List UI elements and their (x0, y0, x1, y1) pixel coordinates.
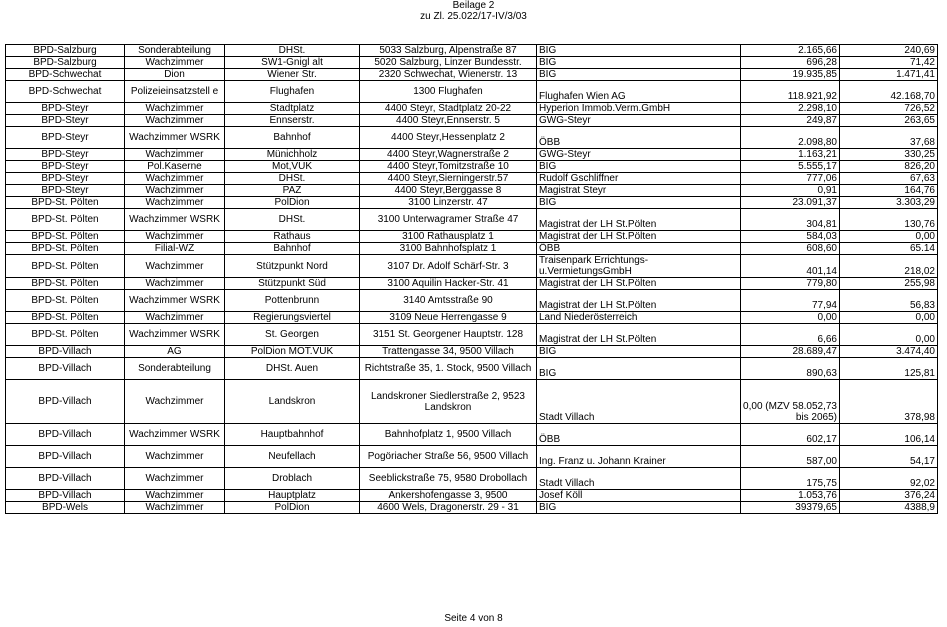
unit-type-cell: Pol.Kaserne (125, 161, 225, 173)
address-cell: Ankershofengasse 3, 9500 (360, 490, 537, 502)
area-cell: 77,94 (741, 290, 840, 312)
address-cell: Trattengasse 34, 9500 Villach (360, 346, 537, 358)
dept-cell: BPD-St. Pölten (6, 312, 125, 324)
location-cell: Wiener Str. (225, 69, 360, 81)
amount-cell: 240,69 (840, 45, 938, 57)
owner-cell: Magistrat der LH St.Pölten (537, 209, 741, 231)
table-row (6, 490, 938, 502)
unit-type-cell: Wachzimmer (125, 380, 225, 424)
dept-cell: BPD-St. Pölten (6, 231, 125, 243)
dept-cell: BPD-Salzburg (6, 45, 125, 57)
amount-cell: 0,00 (840, 324, 938, 346)
address-cell: 2320 Schwechat, Wienerstr. 13 (360, 69, 537, 81)
area-cell: 602,17 (741, 424, 840, 446)
table-row (6, 446, 938, 468)
address-cell: 4400 Steyr,Wagnerstraße 2 (360, 149, 537, 161)
unit-type-cell: Wachzimmer WSRK (125, 424, 225, 446)
location-cell: PAZ (225, 185, 360, 197)
amount-cell: 3.303,29 (840, 197, 938, 209)
location-cell: PolDion MOT.VUK (225, 346, 360, 358)
dept-cell: BPD-Wels (6, 502, 125, 514)
dept-cell: BPD-Schwechat (6, 69, 125, 81)
location-cell: Stützpunkt Süd (225, 278, 360, 290)
location-cell: DHSt. Auen (225, 358, 360, 380)
owner-cell: ÖBB (537, 243, 741, 255)
table-row (6, 103, 938, 115)
amount-cell: 71,42 (840, 57, 938, 69)
amount-cell: 42.168,70 (840, 81, 938, 103)
address-cell: Seeblickstraße 75, 9580 Drobollach (360, 468, 537, 490)
unit-type-cell: Sonderabteilung (125, 358, 225, 380)
owner-cell: Land Niederösterreich (537, 312, 741, 324)
address-cell: 1300 Flughafen (360, 81, 537, 103)
unit-type-cell: Dion (125, 69, 225, 81)
owner-cell: Stadt Villach (537, 468, 741, 490)
location-cell: PolDion (225, 197, 360, 209)
location-cell: SW1-Gnigl alt (225, 57, 360, 69)
table-row (6, 69, 938, 81)
unit-type-cell: Wachzimmer (125, 103, 225, 115)
amount-cell: 378,98 (840, 380, 938, 424)
unit-type-cell: Wachzimmer (125, 197, 225, 209)
area-cell: 118.921,92 (741, 81, 840, 103)
unit-type-cell: AG (125, 346, 225, 358)
table-row (6, 45, 938, 57)
area-cell: 249,87 (741, 115, 840, 127)
location-cell: Flughafen (225, 81, 360, 103)
area-cell: 779,80 (741, 278, 840, 290)
table-row (6, 161, 938, 173)
unit-type-cell: Wachzimmer WSRK (125, 290, 225, 312)
amount-cell: 164,76 (840, 185, 938, 197)
owner-cell: BIG (537, 161, 741, 173)
area-cell: 1.163,21 (741, 149, 840, 161)
location-cell: DHSt. (225, 209, 360, 231)
table-row (6, 502, 938, 514)
amount-cell: 3.474,40 (840, 346, 938, 358)
table-row (6, 424, 938, 446)
owner-cell: BIG (537, 358, 741, 380)
area-cell: 0,91 (741, 185, 840, 197)
amount-cell: 726,52 (840, 103, 938, 115)
area-cell: 304,81 (741, 209, 840, 231)
owner-cell: BIG (537, 45, 741, 57)
amount-cell: 0,00 (840, 312, 938, 324)
dept-cell: BPD-Villach (6, 358, 125, 380)
dept-cell: BPD-Villach (6, 424, 125, 446)
dept-cell: BPD-St. Pölten (6, 255, 125, 278)
table-row (6, 185, 938, 197)
unit-type-cell: Wachzimmer (125, 468, 225, 490)
area-cell: 0,00 (MZV 58.052,73 bis 2065) (741, 380, 840, 424)
address-cell: 3100 Unterwagramer Straße 47 (360, 209, 537, 231)
owner-cell: Stadt Villach (537, 380, 741, 424)
owner-cell: GWG-Steyr (537, 149, 741, 161)
address-cell: 3140 Amtsstraße 90 (360, 290, 537, 312)
address-cell: 3107 Dr. Adolf Schärf-Str. 3 (360, 255, 537, 278)
owner-cell: Magistrat der LH St.Pölten (537, 324, 741, 346)
location-cell: Hauptplatz (225, 490, 360, 502)
area-cell: 39379,65 (741, 502, 840, 514)
address-cell: 3100 Aquilin Hacker-Str. 41 (360, 278, 537, 290)
table-row (6, 358, 938, 380)
area-cell: 777,06 (741, 173, 840, 185)
table-row (6, 149, 938, 161)
location-cell: Landskron (225, 380, 360, 424)
owner-cell: Rudolf Gschliffner (537, 173, 741, 185)
location-cell: PolDion (225, 502, 360, 514)
address-cell: 4400 Steyr,Berggasse 8 (360, 185, 537, 197)
table-row (6, 231, 938, 243)
address-cell: 4400 Steyr,Sierningerstr.57 (360, 173, 537, 185)
amount-cell: 826,20 (840, 161, 938, 173)
address-cell: Landskroner Siedlerstraße 2, 9523 Landskron (360, 380, 537, 424)
dept-cell: BPD-St. Pölten (6, 290, 125, 312)
amount-cell: 1.471,41 (840, 69, 938, 81)
dept-cell: BPD-Villach (6, 490, 125, 502)
location-cell: DHSt. (225, 173, 360, 185)
table-row (6, 115, 938, 127)
area-cell: 1.053,76 (741, 490, 840, 502)
table-row (6, 243, 938, 255)
unit-type-cell: Wachzimmer (125, 446, 225, 468)
location-cell: Stützpunkt Nord (225, 255, 360, 278)
area-cell: 23.091,37 (741, 197, 840, 209)
owner-cell: GWG-Steyr (537, 115, 741, 127)
reference-number: zu Zl. 25.022/17-IV/3/03 (420, 11, 527, 22)
table-row (6, 312, 938, 324)
unit-type-cell: Wachzimmer (125, 173, 225, 185)
owner-cell: Josef Köll (537, 490, 741, 502)
area-cell: 19.935,85 (741, 69, 840, 81)
amount-cell: 4388,9 (840, 502, 938, 514)
area-cell: 5.555,17 (741, 161, 840, 173)
owner-cell: BIG (537, 502, 741, 514)
table-row (6, 255, 938, 278)
table-row (6, 290, 938, 312)
attachment-label: Beilage 2 (452, 0, 495, 11)
address-cell: 3100 Linzerstr. 47 (360, 197, 537, 209)
location-cell: Münichholz (225, 149, 360, 161)
table-row (6, 127, 938, 149)
dept-cell: BPD-Schwechat (6, 81, 125, 103)
amount-cell: 125,81 (840, 358, 938, 380)
area-cell: 0,00 (741, 312, 840, 324)
dept-cell: BPD-St. Pölten (6, 278, 125, 290)
amount-cell: 130,76 (840, 209, 938, 231)
address-cell: 5020 Salzburg, Linzer Bundesstr. (360, 57, 537, 69)
dept-cell: BPD-Villach (6, 446, 125, 468)
location-cell: Hauptbahnhof (225, 424, 360, 446)
address-cell: 4400 Steyr,Ennserstr. 5 (360, 115, 537, 127)
address-cell: Bahnhofplatz 1, 9500 Villach (360, 424, 537, 446)
amount-cell: 218,02 (840, 255, 938, 278)
address-cell: 4600 Wels, Dragonerstr. 29 - 31 (360, 502, 537, 514)
address-cell: Richtstraße 35, 1. Stock, 9500 Villach (360, 358, 537, 380)
owner-cell: Magistrat der LH St.Pölten (537, 231, 741, 243)
owner-cell: Hyperion Immob.Verm.GmbH (537, 103, 741, 115)
premises-table (5, 44, 938, 514)
address-cell: Pogöriacher Straße 56, 9500 Villach (360, 446, 537, 468)
dept-cell: BPD-Steyr (6, 161, 125, 173)
dept-cell: BPD-St. Pölten (6, 243, 125, 255)
unit-type-cell: Wachzimmer (125, 57, 225, 69)
amount-cell: 106,14 (840, 424, 938, 446)
unit-type-cell: Wachzimmer (125, 278, 225, 290)
owner-cell: BIG (537, 346, 741, 358)
dept-cell: BPD-Steyr (6, 127, 125, 149)
area-cell: 401,14 (741, 255, 840, 278)
table-row (6, 346, 938, 358)
amount-cell: 92,02 (840, 468, 938, 490)
page-number: Seite 4 von 8 (444, 613, 503, 624)
owner-cell: Traisenpark Errichtungs- u.VermietungsGmbH (537, 255, 741, 278)
amount-cell: 263,65 (840, 115, 938, 127)
table-row (6, 468, 938, 490)
amount-cell: 376,24 (840, 490, 938, 502)
dept-cell: BPD-Villach (6, 346, 125, 358)
address-cell: 4400 Steyr,Hessenplatz 2 (360, 127, 537, 149)
owner-cell: ÖBB (537, 127, 741, 149)
amount-cell: 37,68 (840, 127, 938, 149)
address-cell: 3151 St. Georgener Hauptstr. 128 (360, 324, 537, 346)
location-cell: Mot,VUK (225, 161, 360, 173)
unit-type-cell: Wachzimmer (125, 149, 225, 161)
area-cell: 175,75 (741, 468, 840, 490)
area-cell: 28.689,47 (741, 346, 840, 358)
location-cell: Bahnhof (225, 127, 360, 149)
area-cell: 2.098,80 (741, 127, 840, 149)
location-cell: St. Georgen (225, 324, 360, 346)
unit-type-cell: Wachzimmer (125, 490, 225, 502)
amount-cell: 65.14 (840, 243, 938, 255)
unit-type-cell: Wachzimmer (125, 312, 225, 324)
table-row (6, 324, 938, 346)
unit-type-cell: Wachzimmer WSRK (125, 209, 225, 231)
owner-cell: BIG (537, 197, 741, 209)
address-cell: 3109 Neue Herrengasse 9 (360, 312, 537, 324)
address-cell: 4400 Steyr, Stadtplatz 20-22 (360, 103, 537, 115)
table-row (6, 197, 938, 209)
owner-cell: Ing. Franz u. Johann Krainer (537, 446, 741, 468)
table-row (6, 173, 938, 185)
dept-cell: BPD-St. Pölten (6, 197, 125, 209)
location-cell: Droblach (225, 468, 360, 490)
owner-cell: BIG (537, 57, 741, 69)
unit-type-cell: Wachzimmer (125, 231, 225, 243)
location-cell: Pottenbrunn (225, 290, 360, 312)
dept-cell: BPD-Steyr (6, 115, 125, 127)
location-cell: Rathaus (225, 231, 360, 243)
dept-cell: BPD-Steyr (6, 185, 125, 197)
unit-type-cell: Wachzimmer (125, 502, 225, 514)
area-cell: 6,66 (741, 324, 840, 346)
unit-type-cell: Wachzimmer (125, 185, 225, 197)
amount-cell: 330,25 (840, 149, 938, 161)
owner-cell: Flughafen Wien AG (537, 81, 741, 103)
unit-type-cell: Filial-WZ (125, 243, 225, 255)
location-cell: Ennserstr. (225, 115, 360, 127)
dept-cell: BPD-St. Pölten (6, 324, 125, 346)
owner-cell: Magistrat der LH St.Pölten (537, 290, 741, 312)
owner-cell: Magistrat Steyr (537, 185, 741, 197)
area-cell: 587,00 (741, 446, 840, 468)
address-cell: 3100 Bahnhofsplatz 1 (360, 243, 537, 255)
dept-cell: BPD-Salzburg (6, 57, 125, 69)
amount-cell: 255,98 (840, 278, 938, 290)
dept-cell: BPD-St. Pölten (6, 209, 125, 231)
address-cell: 4400 Steyr,Tomitzstraße 10 (360, 161, 537, 173)
location-cell: DHSt. (225, 45, 360, 57)
location-cell: Bahnhof (225, 243, 360, 255)
area-cell: 2.298,10 (741, 103, 840, 115)
dept-cell: BPD-Steyr (6, 149, 125, 161)
dept-cell: BPD-Steyr (6, 173, 125, 185)
owner-cell: BIG (537, 69, 741, 81)
amount-cell: 0,00 (840, 231, 938, 243)
area-cell: 890,63 (741, 358, 840, 380)
unit-type-cell: Polizeieinsatzstell e (125, 81, 225, 103)
owner-cell: Magistrat der LH St.Pölten (537, 278, 741, 290)
address-cell: 5033 Salzburg, Alpenstraße 87 (360, 45, 537, 57)
table-row (6, 278, 938, 290)
table-row (6, 81, 938, 103)
dept-cell: BPD-Villach (6, 468, 125, 490)
table-row (6, 380, 938, 424)
unit-type-cell: Wachzimmer WSRK (125, 127, 225, 149)
area-cell: 584,03 (741, 231, 840, 243)
location-cell: Neufellach (225, 446, 360, 468)
table-row (6, 209, 938, 231)
area-cell: 2.165,66 (741, 45, 840, 57)
amount-cell: 67,63 (840, 173, 938, 185)
location-cell: Regierungsviertel (225, 312, 360, 324)
unit-type-cell: Wachzimmer (125, 115, 225, 127)
amount-cell: 54,17 (840, 446, 938, 468)
table-row (6, 57, 938, 69)
unit-type-cell: Wachzimmer (125, 255, 225, 278)
amount-cell: 56,83 (840, 290, 938, 312)
unit-type-cell: Wachzimmer WSRK (125, 324, 225, 346)
unit-type-cell: Sonderabteilung (125, 45, 225, 57)
area-cell: 608,60 (741, 243, 840, 255)
location-cell: Stadtplatz (225, 103, 360, 115)
address-cell: 3100 Rathausplatz 1 (360, 231, 537, 243)
owner-cell: ÖBB (537, 424, 741, 446)
dept-cell: BPD-Villach (6, 380, 125, 424)
dept-cell: BPD-Steyr (6, 103, 125, 115)
area-cell: 696,28 (741, 57, 840, 69)
